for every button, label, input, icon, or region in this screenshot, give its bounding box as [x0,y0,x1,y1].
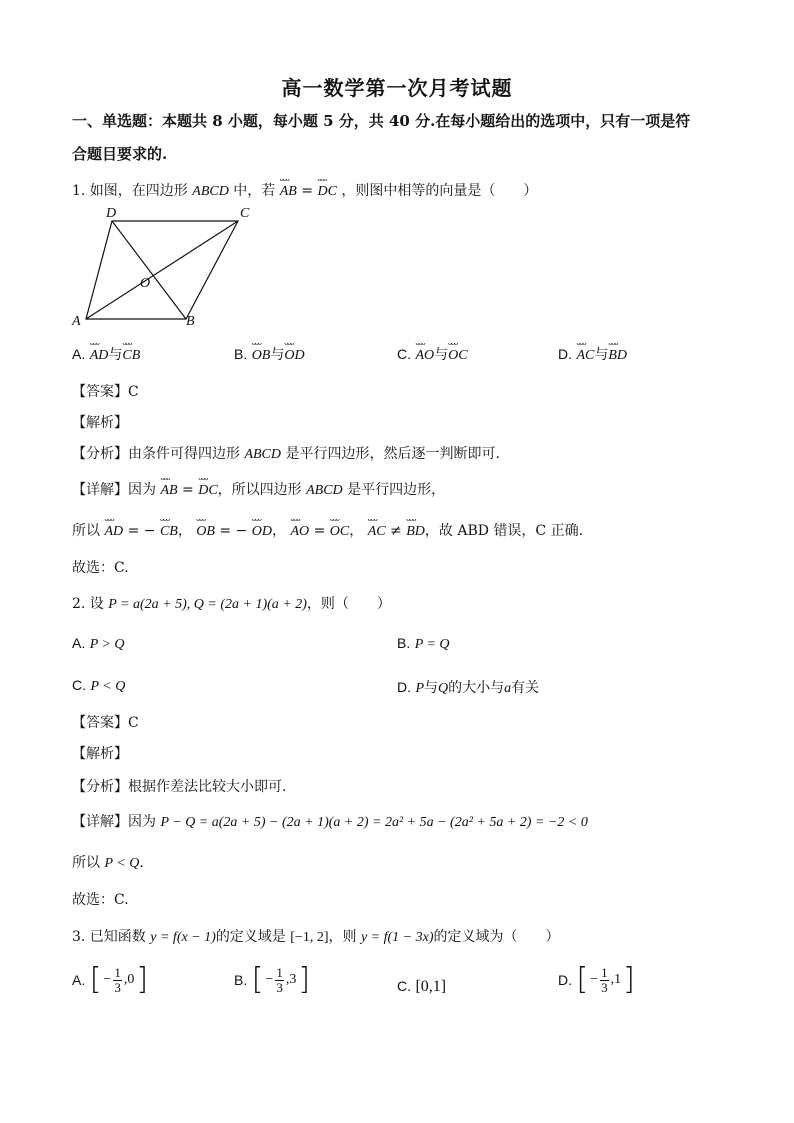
q1-fenxi: 【分析】由条件可得四边形 ABCD 是平行四边形，然后逐一判断即可. [72,446,500,462]
vertex-label-a: A [72,314,81,329]
q1-analysis-head: 【解析】 [72,415,128,431]
vertex-label-d: D [106,206,117,221]
diagonal-ac [86,221,238,319]
q1-stem [72,180,537,200]
q2-fenxi: 【分析】根据作差法比较大小即可. [72,779,287,795]
q3-option-b: B. [ − $\frac{1}{3}$ ,3 ] [234,962,311,997]
q1-parallelogram-figure [68,205,248,330]
q1-option-d: D. ᴗᴗᴗ AC与ᴗᴗᴗ BD [558,344,627,364]
q1-so-line: 所以 ᴗᴗᴗ AD = − ᴗᴗᴗ CB， ᴗᴗᴗ OB = − ᴗᴗᴗ OD， ᴗᴗᴗ AO = ᴗᴗᴗ OC， ᴗᴗᴗ AC ≠ ᴗᴗᴗ BD，故 ABD 错误，C 正确. [72,520,583,540]
q1-option-b: B. ᴗᴗᴗ OB与ᴗᴗᴗ OD [234,344,305,364]
q2-option-b: B. P = Q [397,635,450,652]
q1-xiangjie: 【详解】因为 ᴗᴗᴗ AB = ᴗᴗᴗ DC，所以四边形 ABCD 是平行四边形， [72,479,445,499]
vector-ab: ᴗᴗᴗ AB [280,180,297,200]
q2-answer: 【答案】C [72,715,139,731]
q1-mid: 中，若 [233,183,276,199]
q2-stem: 2. 设 P = a(2a + 5), Q = (2a + 1)(a + 2)，则（ ） [72,596,391,612]
section-header-line2: 合题目要求的. [72,145,168,163]
q2-option-a: A. P > Q [72,635,125,652]
q1-option-a: A. ᴗᴗᴗ AD与ᴗᴗᴗ CB [72,344,140,364]
q2-xiangjie: 【详解】因为 P − Q = a(2a + 5) − (2a + 1)(a + 2) = 2a² + 5a − (2a² + 5a + 2) = −2 < 0 [72,814,588,830]
section-header-line1: 一、单选题：本题共 8 小题，每小题 5 分，共 40 分.在每小题给出的选项中，只有一项是符 [72,112,691,130]
q3-option-a: A. [ − $\frac{1}{3}$ ,0 ] [72,962,149,997]
q2-option-d: D. P与Q的大小与a有关 [397,679,540,696]
page-title: 高一数学第一次月考试题 [281,76,513,100]
q1-eq: = [301,183,314,199]
q3-option-c: C. [0,1] [397,978,447,995]
q1-answer: 【答案】C [72,384,139,400]
diagonal-bd [112,221,186,319]
q1-suffix: ，则图中相等的向量是（ ） [341,183,538,199]
q1-option-c: C. ᴗᴗᴗ AO与ᴗᴗᴗ OC [397,344,468,364]
q1-choose: 故选：C. [72,560,129,576]
q3-stem: 3. 已知函数 y = f(x − 1)的定义域是 [−1, 2]，则 y = f(1 − 3x)的定义域为（ ） [72,929,560,945]
q2-so-line: 所以 P < Q. [72,855,144,871]
vector-dc: ᴗᴗᴗ DC [317,180,336,200]
q2-choose: 故选：C. [72,892,129,908]
q2-expression: P = a(2a + 5), Q = (2a + 1)(a + 2) [108,597,307,612]
q3-option-d: D. [ − $\frac{1}{3}$ ,1 ] [558,962,635,997]
q1-prefix: 1. 如图，在四边形 [72,183,188,199]
vertex-label-b: B [186,314,195,329]
center-label-o: O [140,276,151,291]
q2-option-c: C. P < Q [72,677,126,694]
q2-analysis-head: 【解析】 [72,746,128,762]
vertex-label-c: C [240,206,250,221]
q2-derivation: P − Q = a(2a + 5) − (2a + 1)(a + 2) = 2a² + 5a − (2a² + 5a + 2) = −2 < 0 [160,815,588,830]
q1-quad: ABCD [192,184,229,199]
